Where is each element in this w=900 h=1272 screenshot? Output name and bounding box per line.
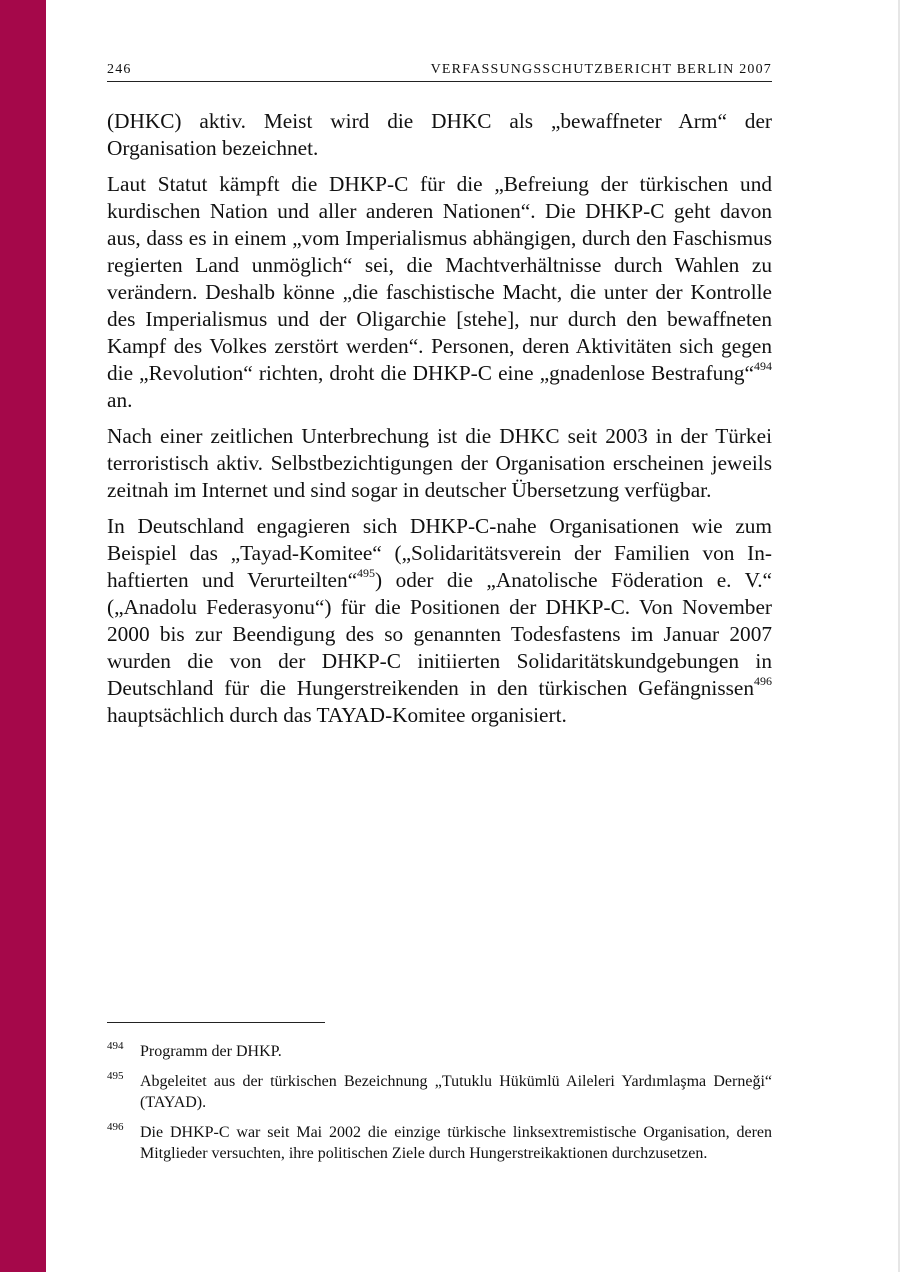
footnote-number: 495 <box>107 1070 124 1082</box>
footnote <box>107 1122 772 1164</box>
paragraph-text: In Deutschland engagieren sich DHKP-C-nahe Organisationen wie zum Beispiel das „Tayad-Komitee“ („Solidaritätsverein der Familien von Inhaftierten und Verurteilten“ <box>107 514 772 592</box>
body-text <box>107 108 772 738</box>
paragraph: Nach einer zeitlichen Unterbrechung ist die DHKC seit 2003 in der Türkei terroristisch aktiv. Selbstbezichtigungen der Organisation erscheinen jeweils zeitnah im Internet und sind sogar in deutscher Übersetzung verfügbar. <box>107 424 772 502</box>
running-title: VERFASSUNGSSCHUTZBERICHT BERLIN 2007 <box>430 62 772 77</box>
footnote-text: Programm der DHKP. <box>140 1043 282 1060</box>
paragraph <box>107 171 772 414</box>
paragraph <box>107 513 772 729</box>
footnote-ref: 496 <box>754 674 772 688</box>
running-header <box>107 62 772 82</box>
footnote-number: 494 <box>107 1040 124 1052</box>
footnote <box>107 1071 772 1113</box>
footnote-text: Abgeleitet aus der türkischen Bezeichnung „Tutuklu Hükümlü Aileleri Yardımlaşma Derneği“ (TAYAD). <box>140 1073 772 1111</box>
footnote-text: Die DHKP-C war seit Mai 2002 die einzige türkische linksextremistische Organisation, deren Mitglieder versuchten, ihre politischen Ziele durch Hungerstreikaktionen durchzusetzen. <box>140 1124 772 1162</box>
paragraph-text: hauptsächlich durch das TAYAD-Komitee organisiert. <box>107 703 567 727</box>
footnote-divider <box>107 1022 325 1023</box>
footnote-ref: 495 <box>357 566 376 580</box>
accent-bar <box>0 0 46 1272</box>
footnote <box>107 1041 772 1062</box>
footnotes <box>107 1041 772 1173</box>
page-number: 246 <box>107 62 132 77</box>
paragraph-text: an. <box>107 388 133 412</box>
paragraph-text: ) oder die „Anatolische Föderation e. V.“ („Anadolu Federasyonu“) für die Positionen der DHKP-C. Von November 2000 bis zur Beendigung des so genannten Todesfastens im Januar 2007 wurden die von der DHKP-C initiierten Solidaritätskundgebungen in Deutschland für die Hungerstreikenden in den türkischen Gefängnissen <box>107 568 772 700</box>
footnote-ref: 494 <box>754 359 772 373</box>
paragraph-text: Laut Statut kämpft die DHKP-C für die „Befreiung der türkischen und kurdischen Nation und aller anderen Nationen“. Die DHKP-C geht davon aus, dass es in einem „vom Imperialismus abhängigen, durch den Faschismus regierten Land unmöglich“ sei, die Machtverhältnisse durch Wahlen zu verändern. Deshalb könne „die faschistische Macht, die unter der Kontrolle des Imperialismus und der Oligarchie [stehe], nur durch den bewaffneten Kampf des Volkes zerstört werden“. Personen, deren Aktivitäten sich gegen die „Revolution“ richten, droht die DHKP-C eine „gnadenlose Bestrafung“ <box>107 172 772 385</box>
paragraph: (DHKC) aktiv. Meist wird die DHKC als „bewaffneter Arm“ der Organisation bezeichnet. <box>107 109 772 160</box>
footnote-number: 496 <box>107 1121 124 1133</box>
